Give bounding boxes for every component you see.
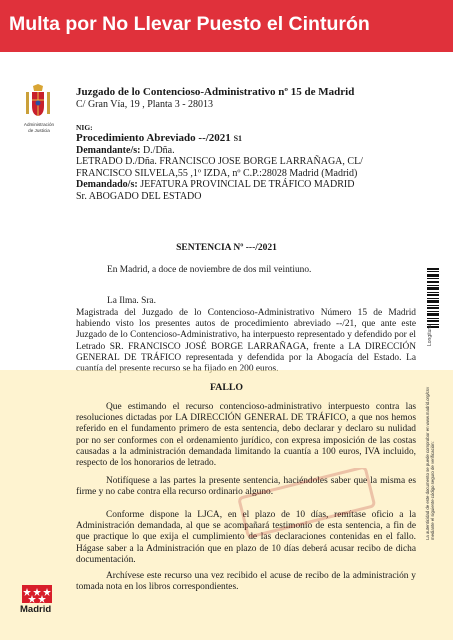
court-name: Juzgado de lo Contencioso-Administrativo nº 15 de Madrid: [76, 86, 355, 98]
procedure-line: Procedimiento Abreviado --/2021 S1: [76, 131, 243, 144]
date-line: En Madrid, a doce de noviembre de dos mil veintiuno.: [107, 265, 312, 275]
demandante-line: Demandante/s: D./Dña.: [76, 144, 175, 156]
body-paragraph: Magistrada del Juzgado de lo Contencioso-Administrativo Número 15 de Madrid habiendo visto los presentes autos de procedimiento abreviado --/21, que ante este Juzgado de lo Contencioso-Administrativo, ha interpuesto representado y defendido por el Letrado SR. FRANCISCO JOSÉ BORGE LARRAÑAGA, frente a LA DIRECCIÓN GENERAL DE TRÁFICO representada y defendida por la Abogacía del Estado. La: [76, 308, 416, 363]
fallo-paragraph-2: Notifíquese a las partes la presente sentencia, haciéndoles saber que la misma es firme y no cabe contra ella recurso ordinario alguno.: [76, 476, 416, 498]
stamp-watermark: [232, 468, 382, 538]
abogado-line: Sr. ABOGADO DEL ESTADO: [76, 190, 202, 202]
ilma-line: La Ilma. Sra.: [107, 296, 156, 306]
nig-label: NIG:: [76, 122, 93, 132]
coat-of-arms-icon: [23, 84, 53, 120]
side-code: Longitura: [427, 325, 433, 346]
sentencia-title: SENTENCIA Nº ---/2021: [176, 243, 277, 253]
letrado-line: LETRADO D./Dña. FRANCISCO JOSE BORGE LARRAÑAGA, CL/ FRANCISCO SILVELA,55 ,1º IZDA, nº C.P.:28028 Madrid (Madrid): [76, 156, 363, 179]
fallo-paragraph-1: Que estimando el recurso contencioso-administrativo interpuesto contra las resoluciones dictadas por LA DIRECCIÓN GENERAL DE TRÁFICO, a que nos hemos referido en el fundamento primero de esta sentencia, debo declarar y declaro su nulidad por no ser conformes con el ordenamiento jurídico, con expresa imposición de las costas causadas a la administración demandada limitando la cuantía a 100 euros, IVA incluido, respecto de los honorarios de letrado.: [76, 402, 416, 469]
document-header: [76, 86, 421, 203]
demandado-line: Demandado/s: JEFATURA PROVINCIAL DE TRÁFICO MADRID: [76, 179, 355, 191]
fallo-title: FALLO: [209, 382, 244, 393]
fallo-paragraph-4: Archívese este recurso una vez recibido el acuse de recibo de la administración y tomada nota en los libros correspondientes.: [76, 571, 416, 593]
fallo-paragraph-3: Conforme dispone la LJCA, en el plazo de 10 días, remítase oficio a la Administración demandada, al que se acompañará testimonio de esta sentencia, a fin de que practique lo que exija el cumplimiento de las declaraciones contenidas en el fallo. Hágase saber a la Administración que en plazo de 10 días deberá acusar recibo de dicha documentación.: [76, 510, 416, 565]
crest-caption: Administración de Justicia: [23, 122, 55, 133]
madrid-logo-text: Madrid: [20, 604, 52, 615]
title-banner: [0, 0, 453, 52]
court-address: C/ Gran Vía, 19 , Planta 3 - 28013: [76, 99, 214, 110]
verification-note: La autenticidad de este documento se puede comprobar en www.madrid.org/csv mediante el siguiente código seguro de verificación:: [425, 386, 435, 540]
madrid-logo-icon: [22, 585, 52, 603]
banner-title: Multa por No Llevar Puesto el Cinturón: [9, 13, 370, 35]
